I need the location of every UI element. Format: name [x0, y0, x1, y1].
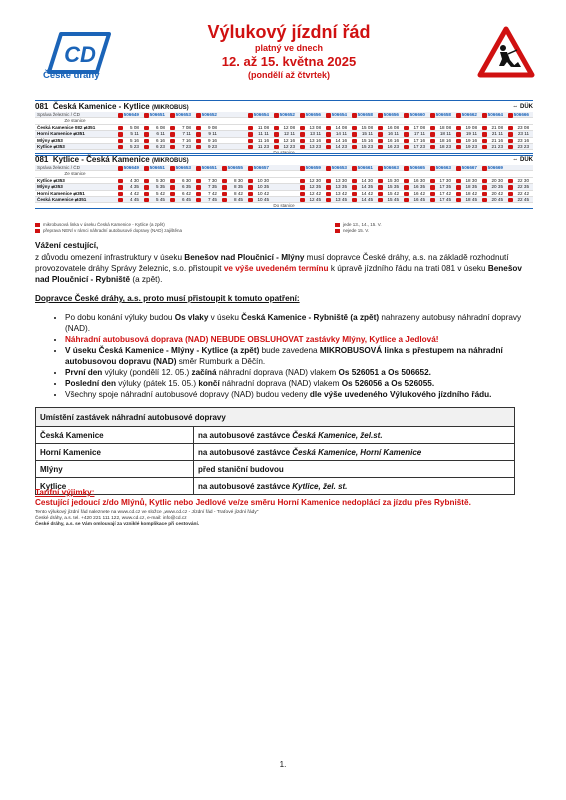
time-cell: 15 11	[361, 131, 373, 137]
time-cell: 16 23	[387, 143, 399, 149]
time-cell: 9 23	[208, 143, 217, 149]
time-cell: 5 45	[156, 196, 165, 202]
row-label: Správa železnic / ČD	[37, 165, 80, 170]
route-name: Kytlice - Česká Kamenice	[52, 155, 150, 164]
time-cell: 4 45	[130, 196, 139, 202]
time-cell: 10 35	[257, 184, 269, 190]
time-cell: 4 30	[130, 177, 139, 183]
train-number: 506653	[175, 112, 191, 117]
time-cell: 10 30	[257, 177, 269, 183]
time-cell: 9 16	[208, 137, 217, 143]
row-label: Česká Kamenice 082 ⇌351	[37, 124, 96, 130]
time-cell: 16 11	[387, 131, 399, 137]
time-cell: 14 08	[335, 124, 347, 130]
time-cell: 18 42	[465, 190, 477, 196]
legend-item: přeprava NENÍ v rámci náhradní autobusové dopravy (NAD) zajištěna	[35, 228, 182, 233]
time-cell: 13 08	[309, 124, 321, 130]
time-cell: 7 45	[208, 196, 217, 202]
row-label: Správa železnic / ČD	[37, 112, 80, 117]
footer-line: České dráhy, a.s. tel. +420 221 111 122, www.cd.cz, e-mail: info@cd.cz	[35, 516, 187, 521]
table-row: Česká Kamenice na autobusové zastávce Česká Kamenice, žel.st.	[36, 427, 515, 444]
time-cell: 23 16	[517, 137, 529, 143]
time-cell: 6 23	[156, 143, 165, 149]
train-number: 506653	[175, 165, 191, 170]
train-number: 506649	[123, 165, 139, 170]
time-cell: 8 30	[234, 177, 243, 183]
train-number: 506657	[253, 165, 269, 170]
time-cell: 20 42	[491, 190, 503, 196]
time-cell: 19 16	[465, 137, 477, 143]
table-row: Mlýny před staniční budovou	[36, 461, 515, 478]
table-row	[35, 144, 533, 150]
train-number: 506653	[331, 165, 347, 170]
train-number: 506664	[487, 112, 503, 117]
stops-table	[35, 407, 515, 495]
title-block	[155, 22, 423, 81]
train-number: 506666	[513, 112, 529, 117]
time-cell: 6 35	[182, 184, 191, 190]
route-mode: (MIKROBUS)	[151, 105, 189, 111]
time-cell: 20 45	[491, 196, 503, 202]
time-cell: 10 42	[257, 190, 269, 196]
time-cell: 7 23	[182, 143, 191, 149]
time-cell: 21 23	[491, 143, 503, 149]
time-cell: 4 42	[130, 190, 139, 196]
time-cell: 15 30	[387, 177, 399, 183]
time-cell: 6 08	[156, 124, 165, 130]
train-number: 506651	[149, 165, 165, 170]
measures-list	[65, 312, 535, 400]
time-cell: 5 11	[130, 131, 139, 137]
train-number: 506651	[149, 112, 165, 117]
time-cell: 11 16	[257, 137, 269, 143]
list-item: • První den výluky (pondělí 12. 05.) začíná náhradní doprava (NAD) vlakem Os 526051 a Os 506652.	[65, 367, 535, 378]
table-row: Horní Kamenice na autobusové zastávce Česká Kamenice, Horní Kamenice	[36, 444, 515, 461]
list-item: • Po dobu konání výluky budou Os vlaky v úseku Česká Kamenice - Rybniště (a zpět) nahrazeny autobusy náhradní dopravy (NAD).	[65, 312, 535, 334]
train-number: 506663	[383, 165, 399, 170]
row-label: Česká Kamenice ⇌351	[37, 196, 87, 202]
train-number: 506654	[253, 112, 269, 117]
time-cell: 13 23	[309, 143, 321, 149]
time-cell: 13 45	[335, 196, 347, 202]
time-cell: 21 08	[491, 124, 503, 130]
time-cell: 6 11	[156, 131, 165, 137]
train-number: 506663	[435, 165, 451, 170]
time-cell: 17 42	[439, 190, 451, 196]
time-cell: 18 45	[465, 196, 477, 202]
time-cell: 4 35	[130, 184, 139, 190]
logo-text: České dráhy	[43, 70, 100, 81]
time-cell: 19 11	[465, 131, 477, 137]
time-cell: 16 30	[413, 177, 425, 183]
time-cell: 12 11	[283, 131, 295, 137]
time-cell: 8 42	[234, 190, 243, 196]
row-label: Ze stanice	[64, 171, 86, 177]
time-cell: 15 08	[361, 124, 373, 130]
direction-label: DÜK	[520, 156, 533, 163]
route-mode: (MIKROBUS)	[151, 158, 189, 164]
notice-body	[35, 240, 535, 400]
timetable-title-bar: 081 Česká Kamenice - Kytlice (MIKROBUS) ⇔ DÜK	[35, 102, 533, 111]
time-cell: 11 23	[257, 143, 269, 149]
train-number: 506649	[123, 112, 139, 117]
time-cell: 13 42	[335, 190, 347, 196]
row-label: Horní Kamenice ⇌351	[37, 131, 85, 137]
footer-line: České dráhy, a.s. se Vám omlouvají za vzniklé komplikace při cestování.	[35, 522, 200, 527]
time-cell: 7 35	[208, 184, 217, 190]
time-cell: 12 16	[283, 137, 295, 143]
time-cell: 11 11	[258, 131, 269, 137]
valid-days: (pondělí až čtvrtek)	[247, 70, 330, 80]
time-cell: 20 30	[491, 177, 503, 183]
list-item: • Náhradní autobusová doprava (NAD) NEBUDE OBSLUHOVAT zastávky Mlýny, Kytlice a Jedlová!	[65, 334, 535, 345]
time-cell: 13 16	[309, 137, 321, 143]
time-cell: 5 30	[156, 177, 165, 183]
time-cell: 9 11	[208, 131, 217, 137]
line-number: 081	[35, 155, 49, 164]
greeting: Vážení cestující,	[35, 241, 99, 250]
time-cell: 16 45	[413, 196, 425, 202]
to-row: Do stanice	[35, 150, 533, 156]
time-cell: 17 23	[413, 143, 425, 149]
time-cell: 18 35	[465, 184, 477, 190]
row-label: Mlýny ⇌353	[37, 137, 63, 143]
time-cell: 18 16	[439, 137, 451, 143]
train-number: 506651	[201, 165, 217, 170]
time-cell: 12 42	[309, 190, 321, 196]
time-cell: 17 08	[413, 124, 425, 130]
svg-text:CD: CD	[64, 42, 96, 67]
measures-heading: Dopravce České dráhy, a.s. proto musí přistoupit k tomuto opatření:	[35, 294, 300, 303]
train-number: 506661	[357, 165, 373, 170]
time-cell: 15 35	[387, 184, 399, 190]
tariff-exceptions	[35, 488, 535, 508]
train-number: 506669	[487, 165, 503, 170]
time-cell: 17 16	[413, 137, 425, 143]
train-number: 506656	[305, 112, 321, 117]
time-cell: 5 42	[156, 190, 165, 196]
train-number: 506652	[279, 112, 295, 117]
time-cell: 15 23	[361, 143, 373, 149]
train-number: 506658	[435, 112, 451, 117]
time-cell: 7 16	[182, 137, 191, 143]
table-row	[35, 197, 533, 203]
time-cell: 7 11	[182, 131, 191, 137]
time-cell: 12 45	[309, 196, 321, 202]
time-cell: 6 30	[182, 177, 191, 183]
time-cell: 16 16	[387, 137, 399, 143]
time-cell: 15 45	[387, 196, 399, 202]
train-number: 506665	[409, 165, 425, 170]
time-cell: 5 08	[130, 124, 139, 130]
time-cell: 22 35	[517, 184, 529, 190]
time-cell: 21 11	[491, 131, 503, 137]
time-cell: 9 08	[208, 124, 217, 130]
time-cell: 16 35	[413, 184, 425, 190]
table-row: Kytlice na autobusové zastávce Kytlice, žel. st.	[36, 478, 515, 495]
page-number: 1.	[279, 760, 287, 769]
time-cell: 15 42	[387, 190, 399, 196]
time-cell: 18 11	[439, 131, 451, 137]
time-cell: 18 08	[439, 124, 451, 130]
row-label: Horní Kamenice ⇌351	[37, 190, 85, 196]
legend-item: mikrobusová linka v úseku Česká Kamenice - Kytlice (a zpět)	[35, 222, 165, 227]
time-cell: 14 16	[335, 137, 347, 143]
intro-paragraph: z důvodu omezení infrastruktury v úseku Benešov nad Ploučnicí - Mlýny musí dopravce České dráhy, a.s. na základě rozhodnutí provozovatele dráhy Správy železnic, s.o. přistoupit ve výše uvedeném termínu k úpravě jízdního řádu na trati 081 v úseku Benešov nad Ploučnicí - Rybniště (a zpět).	[35, 253, 522, 284]
time-cell: 10 45	[257, 196, 269, 202]
time-cell: 18 30	[465, 177, 477, 183]
list-item: • Poslední den výluky (pátek 15. 05.) končí náhradní doprava (NAD) vlakem Os 526056 a Os 526055.	[65, 378, 535, 389]
time-cell: 8 35	[234, 184, 243, 190]
tariff-text: Cestující jedoucí z/do Mlýnů, Kytlic nebo Jedlové ve/ze směru Horní Kamenice nedoplácí za jízdu přes Rybniště.	[35, 498, 471, 507]
time-cell: 8 45	[234, 196, 243, 202]
tariff-title: Tarifní výjimky:	[35, 488, 95, 497]
legend-item: jede 13., 14., 15. V.	[335, 222, 382, 227]
timetable-outbound	[35, 100, 533, 156]
time-cell: 14 11	[335, 131, 347, 137]
list-item: • Všechny spoje náhradní autobusové dopravy (NAD) budou vedeny dle výše uvedeného Výlukového jízdního řádu.	[65, 389, 535, 400]
to-row: Do stanice	[35, 203, 533, 209]
time-cell: 20 35	[491, 184, 503, 190]
train-number: 506655	[227, 165, 243, 170]
timetable-rows	[35, 112, 533, 156]
route-name: Česká Kamenice - Kytlice	[52, 102, 150, 111]
table-header: Umístění zastávek náhradní autobusové dopravy	[36, 408, 515, 427]
time-cell: 23 23	[517, 143, 529, 149]
time-cell: 23 11	[517, 131, 529, 137]
time-cell: 16 08	[387, 124, 399, 130]
time-cell: 6 16	[156, 137, 165, 143]
timetable-title-bar: 081 Kytlice - Česká Kamenice (MIKROBUS) ⇔ DÜK	[35, 155, 533, 164]
train-number: 506659	[305, 165, 321, 170]
time-cell: 14 45	[361, 196, 373, 202]
page-title: Výlukový jízdní řád	[207, 22, 371, 42]
train-number: 506667	[461, 165, 477, 170]
time-cell: 19 08	[465, 124, 477, 130]
time-cell: 12 35	[309, 184, 321, 190]
time-cell: 19 23	[465, 143, 477, 149]
train-number: 506652	[201, 112, 217, 117]
time-cell: 21 16	[491, 137, 503, 143]
time-cell: 12 08	[283, 124, 295, 130]
time-cell: 11 08	[257, 124, 269, 130]
time-cell: 13 35	[335, 184, 347, 190]
time-cell: 17 11	[413, 131, 425, 137]
time-cell: 22 30	[517, 177, 529, 183]
time-cell: 6 42	[182, 190, 191, 196]
footer-line: Tento výlukový jízdní řád naleznete na www.cd.cz ve složce „www.cd.cz - Jízdní řád - Traťové jízdní řády"	[35, 510, 259, 515]
time-cell: 7 08	[182, 124, 191, 130]
train-number: 506658	[357, 112, 373, 117]
time-cell: 14 23	[335, 143, 347, 149]
roadwork-warning-icon	[477, 26, 535, 78]
time-cell: 12 30	[309, 177, 321, 183]
time-cell: 12 23	[283, 143, 295, 149]
footer-notes	[35, 510, 258, 528]
time-cell: 15 16	[361, 137, 373, 143]
valid-label: platný ve dnech	[254, 43, 324, 53]
time-cell: 22 45	[517, 196, 529, 202]
table-header-row	[36, 408, 515, 427]
time-cell: 17 35	[439, 184, 451, 190]
row-label: Kytlice ⇌353	[37, 177, 65, 183]
time-cell: 5 16	[130, 137, 139, 143]
time-cell: 18 23	[439, 143, 451, 149]
timetable-rows	[35, 165, 533, 209]
time-cell: 14 42	[361, 190, 373, 196]
direction-label: DÜK	[520, 103, 533, 110]
time-cell: 16 42	[413, 190, 425, 196]
time-cell: 6 45	[182, 196, 191, 202]
row-label: Mlýny ⇌353	[37, 184, 63, 190]
timetable-inbound	[35, 153, 533, 209]
valid-dates: 12. až 15. května 2025	[221, 54, 357, 69]
list-item: • V úseku Česká Kamenice - Mlýny - Kytlice (a zpět) bude zavedena MIKROBUSOVÁ linka s přestupem na náhradní autobusovou dopravu (NAD) směr Rumburk a Děčín.	[65, 345, 535, 367]
time-cell: 7 42	[208, 190, 217, 196]
train-number: 506660	[409, 112, 425, 117]
time-cell: 17 30	[439, 177, 451, 183]
time-cell: 5 35	[156, 184, 165, 190]
time-cell: 7 30	[208, 177, 217, 183]
line-number: 081	[35, 102, 49, 111]
time-cell: 13 11	[309, 131, 321, 137]
time-cell: 14 35	[361, 184, 373, 190]
page-header	[35, 22, 535, 94]
train-number: 506656	[383, 112, 399, 117]
legend-item: nejede 15. V.	[335, 228, 369, 233]
time-cell: 23 08	[517, 124, 529, 130]
time-cell: 5 23	[130, 143, 139, 149]
row-label: Kytlice ⇌353	[37, 143, 65, 149]
time-cell: 14 30	[361, 177, 373, 183]
time-cell: 17 45	[439, 196, 451, 202]
time-cell: 22 42	[517, 190, 529, 196]
row-label: Ze stanice	[64, 118, 86, 124]
train-number: 506662	[461, 112, 477, 117]
time-cell: 13 30	[335, 177, 347, 183]
train-number: 506654	[331, 112, 347, 117]
